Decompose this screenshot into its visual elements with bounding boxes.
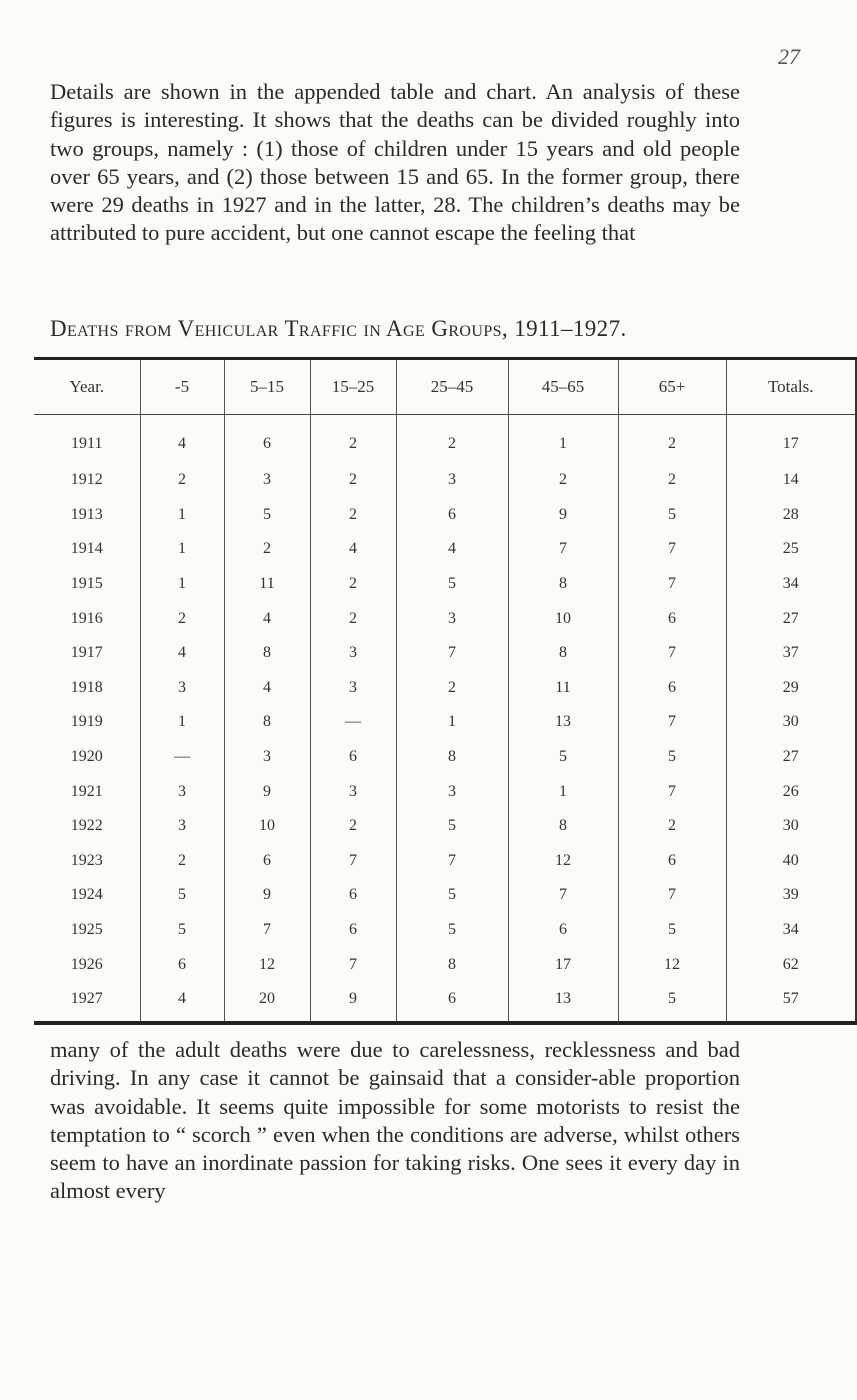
body-paragraph-bottom: many of the adult deaths were due to carelessness, recklessness and bad driving. In any case it cannot be gainsaid that a consider-able proportion was avoidable. It seems quite impossible for some motorists to resist the temptation to “ scorch ” even when the conditions are adverse, whilst others seem to have an inordinate passion for taking risks. One sees it every day in almost every (50, 1037, 740, 1204)
table-cell: 17 (726, 415, 856, 464)
year-cell: 1924 (70, 886, 103, 904)
table-cell: 5 (508, 740, 618, 775)
year-cell: 1913 (70, 505, 103, 523)
table-cell: 5 (618, 498, 726, 533)
table-cell: 2 (508, 463, 618, 498)
year-cell: 1912 (70, 471, 103, 489)
column-header: 65+ (618, 359, 726, 415)
year-cell: 1911 (71, 435, 103, 452)
table-cell: 2 (310, 601, 396, 636)
table-row (34, 415, 856, 464)
year-cell: 1922 (70, 817, 103, 835)
table-cell: 4 (224, 601, 310, 636)
column-header: 45–65 (508, 359, 618, 415)
table-cell: 5 (396, 567, 508, 602)
table-cell: 13 (508, 705, 618, 740)
year-cell: 1915 (70, 575, 103, 593)
table-cell: 57 (726, 982, 856, 1023)
table-cell: 7 (618, 636, 726, 671)
year-cell: 1916 (70, 609, 103, 627)
table-cell: 9 (224, 878, 310, 913)
table-cell: 1 (508, 774, 618, 809)
table-cell: 2 (310, 415, 396, 464)
table-cell: — (140, 740, 224, 775)
year-cell: 1926 (70, 955, 103, 973)
table-cell: 9 (224, 774, 310, 809)
table-cell: 6 (310, 913, 396, 948)
table-cell: 1 (140, 498, 224, 533)
table-cell: 7 (224, 913, 310, 948)
table-row (34, 774, 856, 809)
table-body (34, 415, 856, 1023)
table-cell: 5 (618, 982, 726, 1023)
table-cell: 5 (224, 498, 310, 533)
table-cell: 6 (618, 601, 726, 636)
table-cell: 3 (310, 636, 396, 671)
table-row (34, 947, 856, 982)
deaths-table-container (34, 357, 814, 1025)
table-cell: 7 (396, 636, 508, 671)
table-cell: 20 (224, 982, 310, 1023)
table-cell: 2 (618, 415, 726, 464)
table-cell: 6 (140, 947, 224, 982)
table-row (34, 844, 856, 879)
table-cell: 7 (508, 878, 618, 913)
year-cell: 1914 (70, 540, 103, 558)
year-cell: 1920 (70, 748, 103, 766)
table-cell: 14 (726, 463, 856, 498)
table-cell: 10 (224, 809, 310, 844)
table-cell: 2 (224, 532, 310, 567)
table-cell: 34 (726, 567, 856, 602)
table-cell: 5 (140, 878, 224, 913)
table-row (34, 601, 856, 636)
table-cell: 27 (726, 740, 856, 775)
table-cell: 1 (140, 705, 224, 740)
table-cell: 8 (224, 636, 310, 671)
table-cell: 7 (618, 532, 726, 567)
column-header: Totals. (726, 359, 856, 415)
table-cell: 5 (396, 809, 508, 844)
column-header: 25–45 (396, 359, 508, 415)
column-header: Year. (34, 359, 140, 415)
table-cell: 4 (224, 671, 310, 706)
table-cell: 2 (618, 809, 726, 844)
table-cell: 7 (310, 844, 396, 879)
table-cell: 2 (140, 463, 224, 498)
year-cell: 1925 (70, 921, 103, 939)
table-cell: 7 (618, 774, 726, 809)
table-row (34, 463, 856, 498)
table-cell: 7 (508, 532, 618, 567)
table-cell: 13 (508, 982, 618, 1023)
table-cell: 4 (140, 415, 224, 464)
table-cell: 3 (140, 809, 224, 844)
table-cell: 3 (396, 774, 508, 809)
table-cell: 62 (726, 947, 856, 982)
table-cell: 7 (618, 878, 726, 913)
table-cell: 9 (508, 498, 618, 533)
table-cell: 26 (726, 774, 856, 809)
table-cell: 28 (726, 498, 856, 533)
table-row (34, 636, 856, 671)
table-cell: 3 (140, 774, 224, 809)
table-cell: 3 (224, 463, 310, 498)
table-cell: 30 (726, 809, 856, 844)
table-row (34, 567, 856, 602)
table-cell: 3 (140, 671, 224, 706)
table-cell: 8 (508, 636, 618, 671)
table-cell: 2 (396, 415, 508, 464)
year-cell: 1919 (70, 713, 103, 731)
table-cell: 8 (508, 809, 618, 844)
table-cell: 2 (310, 567, 396, 602)
table-cell: 12 (224, 947, 310, 982)
table-cell: 2 (396, 671, 508, 706)
table-cell: 6 (310, 740, 396, 775)
table-cell: 4 (140, 636, 224, 671)
table-cell: 7 (618, 705, 726, 740)
table-cell: 27 (726, 601, 856, 636)
table-row (34, 809, 856, 844)
table-cell: 6 (224, 844, 310, 879)
table-cell: 6 (618, 844, 726, 879)
page-number: 27 (778, 44, 800, 69)
table-row (34, 878, 856, 913)
table-cell: 7 (396, 844, 508, 879)
table-row (34, 913, 856, 948)
table-cell: 5 (618, 740, 726, 775)
table-row (34, 982, 856, 1023)
table-cell: 3 (224, 740, 310, 775)
table-row (34, 671, 856, 706)
table-cell: 6 (310, 878, 396, 913)
table-row (34, 498, 856, 533)
year-cell: 1917 (70, 644, 103, 662)
table-cell: 4 (396, 532, 508, 567)
table-cell: 12 (618, 947, 726, 982)
year-cell: 1923 (70, 851, 103, 869)
table-cell: 2 (310, 498, 396, 533)
table-cell: 8 (396, 947, 508, 982)
table-cell: 40 (726, 844, 856, 879)
table-cell: 4 (310, 532, 396, 567)
table-cell: 6 (508, 913, 618, 948)
table-cell: 11 (508, 671, 618, 706)
table-cell: 8 (224, 705, 310, 740)
table-cell: 8 (396, 740, 508, 775)
table-cell: 6 (396, 982, 508, 1023)
table-cell: 29 (726, 671, 856, 706)
table-cell: 3 (396, 601, 508, 636)
table-cell: 12 (508, 844, 618, 879)
table-cell: 5 (140, 913, 224, 948)
table-cell: 25 (726, 532, 856, 567)
table-header-row (34, 359, 856, 415)
table-cell: 17 (508, 947, 618, 982)
table-row (34, 532, 856, 567)
table-cell: 5 (618, 913, 726, 948)
table-cell: 3 (310, 774, 396, 809)
table-cell: 2 (310, 809, 396, 844)
column-header: -5 (140, 359, 224, 415)
table-cell: 3 (396, 463, 508, 498)
table-cell: 1 (508, 415, 618, 464)
table-cell: 8 (508, 567, 618, 602)
year-cell: 1927 (70, 990, 103, 1008)
table-cell: 7 (618, 567, 726, 602)
table-cell: 7 (310, 947, 396, 982)
table-cell: 30 (726, 705, 856, 740)
table-cell: — (310, 705, 396, 740)
table-cell: 34 (726, 913, 856, 948)
table-cell: 9 (310, 982, 396, 1023)
table-cell: 1 (396, 705, 508, 740)
table-cell: 39 (726, 878, 856, 913)
table-cell: 1 (140, 532, 224, 567)
table-row (34, 705, 856, 740)
table-cell: 5 (396, 878, 508, 913)
table-title: Deaths from Vehicular Traffic in Age Groups, 1911–1927. (50, 316, 627, 341)
year-cell: 1921 (70, 782, 103, 800)
table-cell: 37 (726, 636, 856, 671)
table-cell: 6 (396, 498, 508, 533)
table-cell: 4 (140, 982, 224, 1023)
deaths-table (34, 357, 857, 1025)
table-cell: 2 (140, 844, 224, 879)
year-cell: 1918 (70, 678, 103, 696)
table-cell: 11 (224, 567, 310, 602)
table-cell: 3 (310, 671, 396, 706)
column-header: 15–25 (310, 359, 396, 415)
table-cell: 6 (224, 415, 310, 464)
column-header: 5–15 (224, 359, 310, 415)
table-cell: 10 (508, 601, 618, 636)
table-row (34, 740, 856, 775)
body-paragraph-top: Details are shown in the appended table and chart. An analysis of these figures is interesting. It shows that the deaths can be divided roughly into two groups, namely : (1) those of children under 15 years and old people over 65 years, and (2) those between 15 and 65. In the former group, there were 29 deaths in 1927 and in the latter, 28. The children’s deaths may be attributed to pure accident, but one cannot escape the feeling that (50, 79, 740, 246)
table-cell: 2 (618, 463, 726, 498)
table-cell: 2 (310, 463, 396, 498)
table-cell: 5 (396, 913, 508, 948)
table-cell: 6 (618, 671, 726, 706)
table-cell: 1 (140, 567, 224, 602)
table-cell: 2 (140, 601, 224, 636)
